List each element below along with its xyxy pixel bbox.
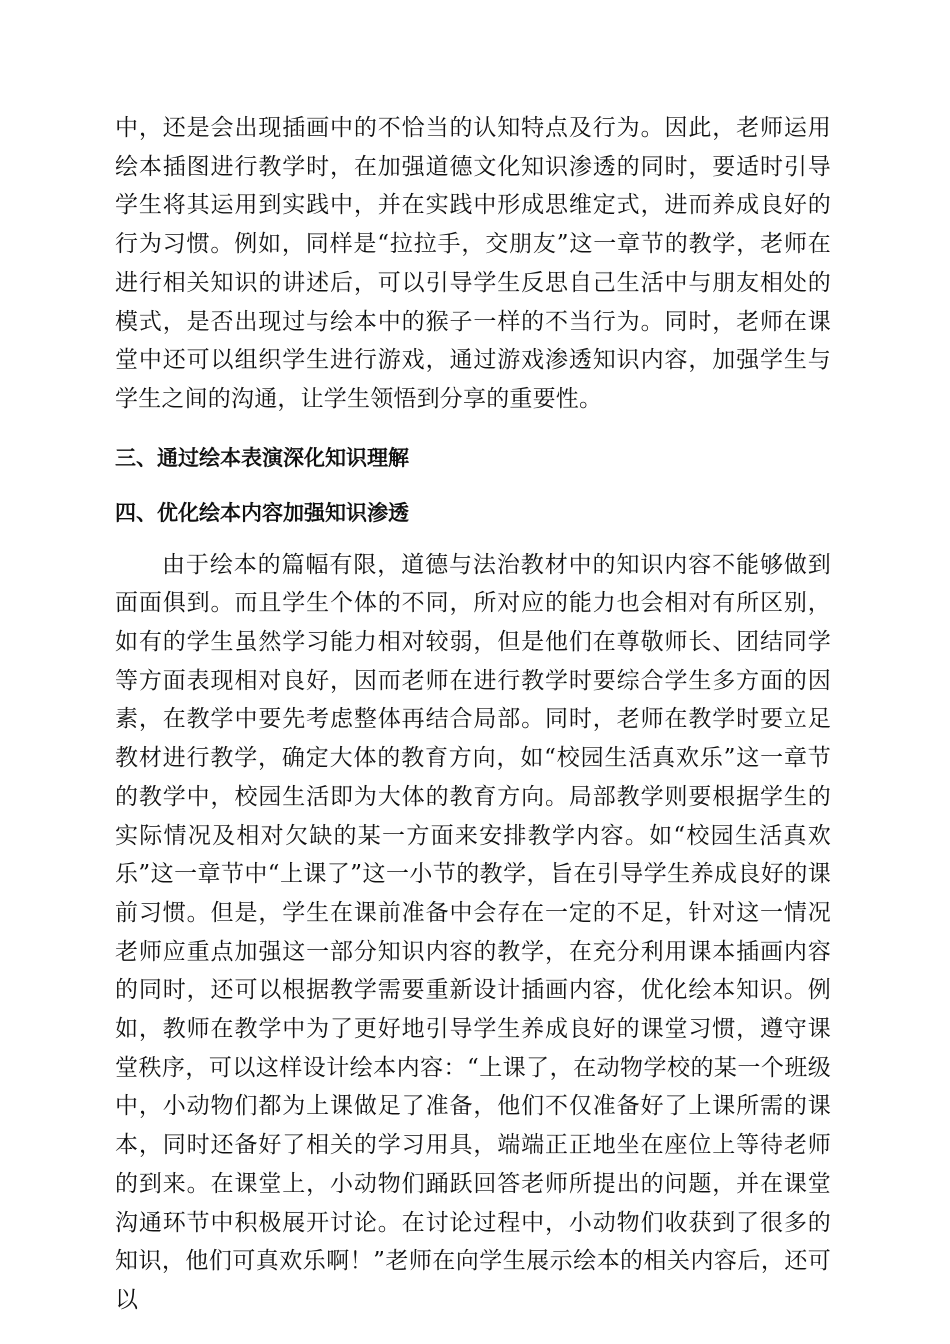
document-page [115,109,831,1320]
body-paragraph-continued: 中，还是会出现插画中的不恰当的认知特点及行为。因此，老师运用绘本插图进行教学时，在加强道德文化知识渗透的同时，要适时引导学生将其运用到实践中，并在实践中形成思维定式，进而养成良好的行为习惯。例如，同样是“拉拉手，交朋友”这一章节的教学，老师在进行相关知识的讲述后，可以引导学生反思自己生活中与朋友相处的模式，是否出现过与绘本中的猴子一样的不当行为。同时，老师在课堂中还可以组织学生进行游戏，通过游戏渗透知识内容，加强学生与学生之间的沟通，让学生领悟到分享的重要性。 [115,115,831,412]
body-paragraph: 由于绘本的篇幅有限，道德与法治教材中的知识内容不能够做到面面俱到。而且学生个体的不同，所对应的能力也会相对有所区别，如有的学生虽然学习能力相对较弱，但是他们在尊敬师长、团结同学等方面表现相对良好，因而老师在进行教学时要综合学生多方面的因素，在教学中要先考虑整体再结合局部。同时，老师在教学时要立足教材进行教学，确定大体的教育方向，如“校园生活真欢乐”这一章节的教学中，校园生活即为大体的教育方向。局部教学则要根据学生的实际情况及相对欠缺的某一方面来安排教学内容。如“校园生活真欢乐”这一章节中“上课了”这一小节的教学，旨在引导学生养成良好的课前习惯。但是，学生在课前准备中会存在一定的不足，针对这一情况老师应重点加强这一部分知识内容的教学，在充分利用课本插画内容的同时，还可以根据教学需要重新设计插画内容，优化绘本知识。例如，教师在教学中为了更好地引导学生养成良好的课堂习惯，遵守课堂秩序，可以这样设计绘本内容：“上课了，在动物学校的某一个班级中，小动物们都为上课做足了准备，他们不仅准备好了上课所需的课本，同时还备好了相关的学习用具，端端正正地坐在座位上等待老师的到来。在课堂上，小动物们踊跃回答老师所提出的问题，并在课堂沟通环节中积极展开讨论。在讨论过程中，小动物们收获到了很多的知识，他们可真欢乐啊！”老师在向学生展示绘本的相关内容后，还可以 [115,551,831,1313]
section-heading-3: 三、通过绘本表演深化知识理解 [115,445,409,470]
section-heading-4: 四、优化绘本内容加强知识渗透 [115,500,409,525]
